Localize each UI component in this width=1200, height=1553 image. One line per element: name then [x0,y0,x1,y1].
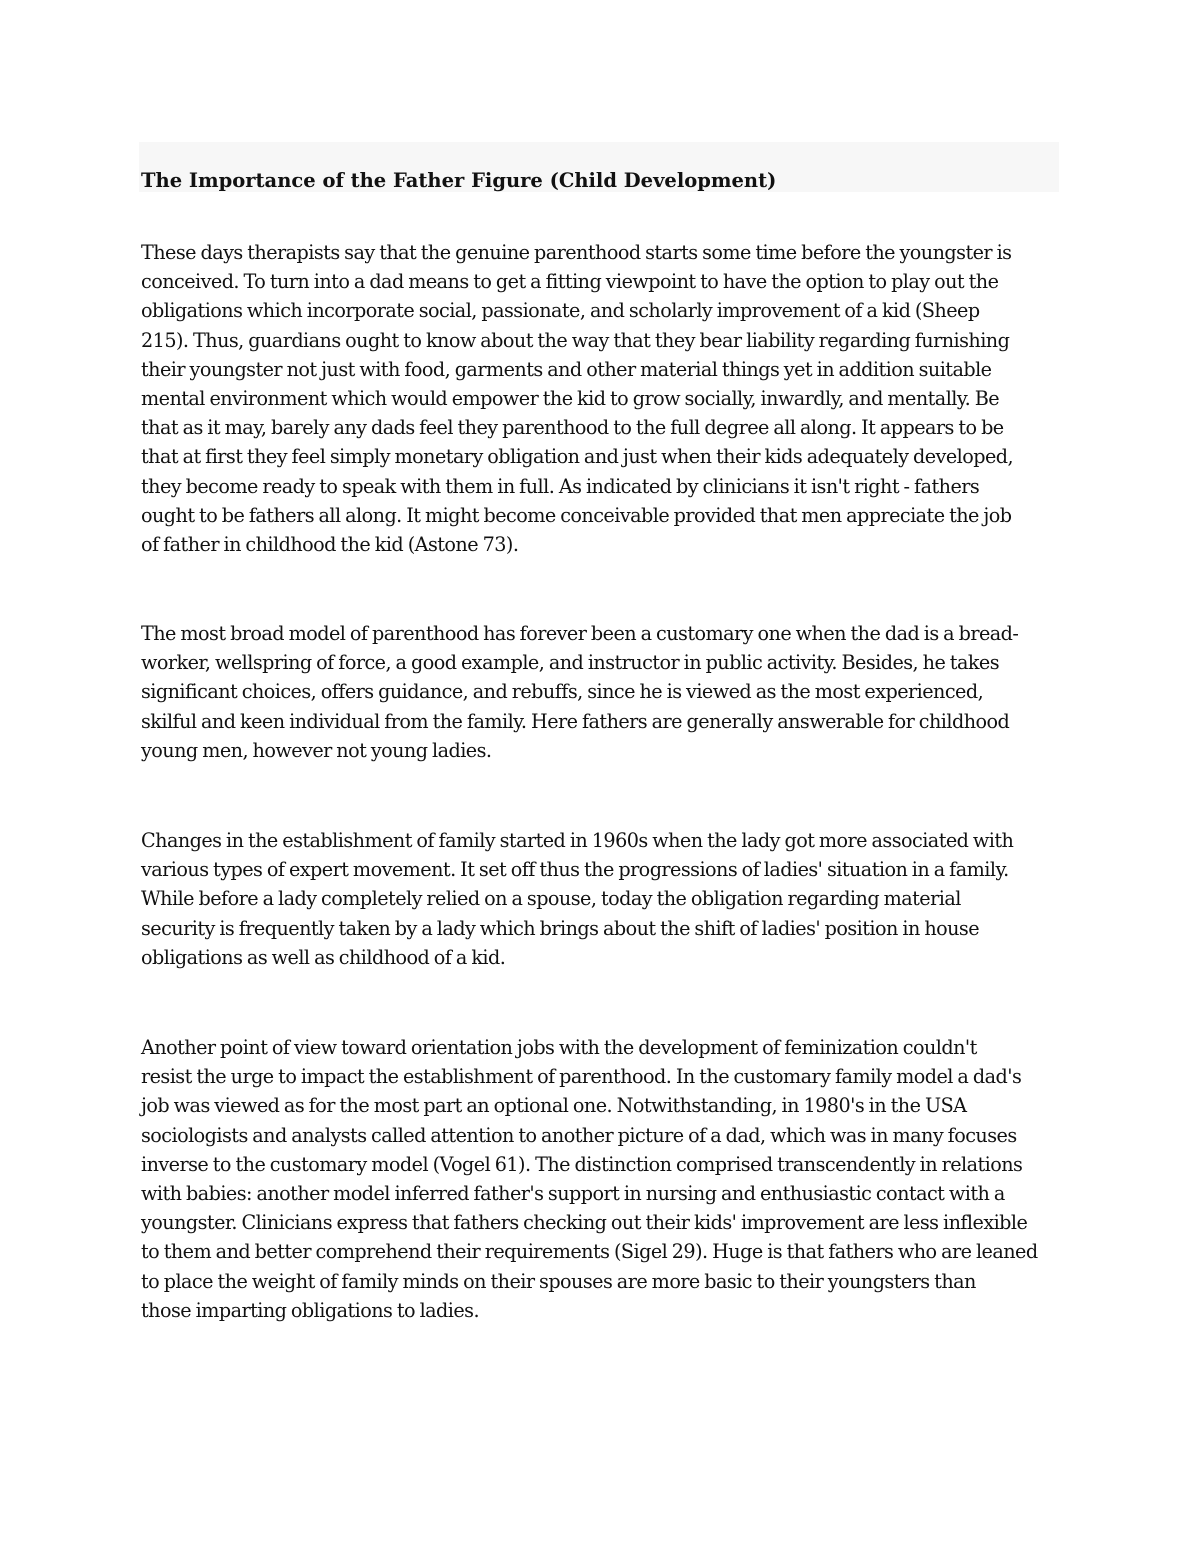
paragraph-line: security is frequently taken by a lady which brings about the shift of ladies' position in house [141,916,980,940]
paragraph-line: those imparting obligations to ladies. [141,1298,480,1322]
paragraph-line: obligations which incorporate social, passionate, and scholarly improvement of a kid (Sheep [141,299,980,323]
paragraph-line: young men, however not young ladies. [141,738,492,762]
document-title: The Importance of the Father Figure (Child Development) [141,169,777,192]
paragraph-4 [141,1033,1071,1325]
paragraph-line: their youngster not just with food, garments and other material things yet in addition suitable [141,357,992,381]
paragraph-line: to them and better comprehend their requirements (Sigel 29). Huge is that fathers who are leaned [141,1240,1038,1264]
paragraph-3 [141,826,1071,972]
paragraph-line: skilful and keen individual from the family. Here fathers are generally answerable for childhood [141,709,1010,733]
paragraph-line: These days therapists say that the genuine parenthood starts some time before the youngster is [141,241,1012,264]
paragraph-line: ought to be fathers all along. It might become conceivable provided that men appreciate the job [141,503,1012,527]
paragraph-line: While before a lady completely relied on a spouse, today the obligation regarding material [141,887,961,911]
paragraph-line: Another point of view toward orientation jobs with the development of feminization couldn't [141,1036,977,1059]
paragraph-line: of father in childhood the kid (Astone 73). [141,533,519,557]
paragraph-line: job was viewed as for the most part an optional one. Notwithstanding, in 1980's in the USA [141,1094,967,1118]
paragraph-line: with babies: another model inferred father's support in nursing and enthusiastic contact with a [141,1182,1005,1206]
paragraph-line: 215). Thus, guardians ought to know about the way that they bear liability regarding furnishing [141,328,1010,352]
paragraph-1 [141,238,1071,559]
paragraph-line: significant choices, offers guidance, and rebuffs, since he is viewed as the most experienced, [141,680,984,704]
paragraph-line: that at first they feel simply monetary obligation and just when their kids adequately developed, [141,445,1014,469]
paragraph-line: they become ready to speak with them in full. As indicated by clinicians it isn't right - fathers [141,474,980,498]
paragraph-line: that as it may, barely any dads feel they parenthood to the full degree all along. It appears to be [141,416,1004,440]
paragraph-line: conceived. To turn into a dad means to get a fitting viewpoint to have the option to play out the [141,270,999,294]
paragraph-line: inverse to the customary model (Vogel 61). The distinction comprised transcendently in relations [141,1152,1023,1176]
paragraph-line: worker, wellspring of force, a good example, and instructor in public activity. Besides, he takes [141,651,1000,675]
paragraph-line: Changes in the establishment of family started in 1960s when the lady got more associated with [141,829,1014,852]
paragraph-line: to place the weight of family minds on their spouses are more basic to their youngsters than [141,1269,976,1293]
paragraph-2 [141,619,1071,765]
paragraph-line: resist the urge to impact the establishment of parenthood. In the customary family model a dad's [141,1065,1022,1089]
paragraph-line: mental environment which would empower the kid to grow socially, inwardly, and mentally. Be [141,387,1000,411]
paragraph-line: sociologists and analysts called attention to another picture of a dad, which was in many focuses [141,1123,1017,1147]
paragraph-line: obligations as well as childhood of a kid. [141,945,506,969]
paragraph-line: youngster. Clinicians express that fathers checking out their kids' improvement are less inflexible [141,1211,1028,1235]
paragraph-line: The most broad model of parenthood has forever been a customary one when the dad is a bread- [141,622,1019,645]
paragraph-line: various types of expert movement. It set off thus the progressions of ladies' situation in a family. [141,858,1009,882]
